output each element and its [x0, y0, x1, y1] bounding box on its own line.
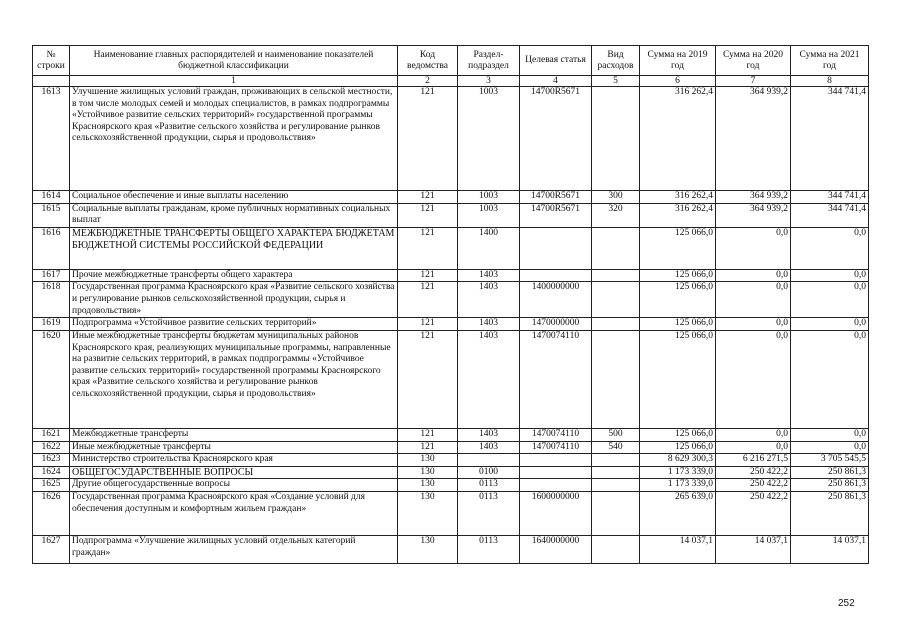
budget-table: [32, 45, 869, 564]
cell-expense-type: [592, 87, 640, 191]
header-section: Раздел-подраздел: [458, 46, 520, 76]
cell-expense-type: [592, 479, 640, 492]
cell-row-no: 1622: [33, 441, 70, 454]
cell-expense-type: [592, 454, 640, 467]
cell-sum-2019: 316 262,4: [640, 203, 716, 227]
cell-name: Прочие межбюджетные трансферты общего характера: [70, 269, 398, 282]
table-row: [33, 535, 869, 563]
table-row: [33, 330, 869, 428]
cell-row-no: 1615: [33, 203, 70, 227]
cell-sum-2019: 14 037,1: [640, 535, 716, 563]
cell-expense-type: 500: [592, 428, 640, 441]
cell-name: Государственная программа Красноярского края «Создание условий для обеспечения доступным и комфортным жильем граждан»: [70, 491, 398, 535]
column-number: 7: [716, 76, 791, 87]
cell-sum-2021: 0,0: [791, 428, 869, 441]
cell-dept: 121: [398, 269, 458, 282]
cell-sum-2021: 250 861,3: [791, 466, 869, 479]
table-row: [33, 491, 869, 535]
cell-row-no: 1620: [33, 330, 70, 428]
cell-sum-2020: 0,0: [716, 428, 791, 441]
cell-target: 1470074110: [520, 330, 592, 428]
cell-target: [520, 454, 592, 467]
cell-dept: 121: [398, 203, 458, 227]
cell-name: Межбюджетные трансферты: [70, 428, 398, 441]
cell-sum-2019: 316 262,4: [640, 191, 716, 204]
cell-target: 14700R5671: [520, 191, 592, 204]
cell-row-no: 1623: [33, 454, 70, 467]
cell-sum-2021: 250 861,3: [791, 491, 869, 535]
cell-row-no: 1613: [33, 87, 70, 191]
cell-sum-2021: 250 861,3: [791, 479, 869, 492]
cell-expense-type: [592, 318, 640, 331]
cell-row-no: 1627: [33, 535, 70, 563]
cell-sum-2021: 344 741,4: [791, 191, 869, 204]
cell-sum-2020: 364 939,2: [716, 87, 791, 191]
cell-target: 1640000000: [520, 535, 592, 563]
cell-dept: 130: [398, 491, 458, 535]
cell-row-no: 1614: [33, 191, 70, 204]
cell-dept: 121: [398, 441, 458, 454]
cell-sum-2019: 125 066,0: [640, 282, 716, 318]
cell-dept: 121: [398, 191, 458, 204]
cell-row-no: 1619: [33, 318, 70, 331]
table-row: [33, 479, 869, 492]
cell-row-no: 1621: [33, 428, 70, 441]
cell-dept: 121: [398, 282, 458, 318]
cell-section: 1400: [458, 227, 520, 269]
cell-dept: 121: [398, 318, 458, 331]
cell-sum-2020: 0,0: [716, 330, 791, 428]
table-row: [33, 441, 869, 454]
cell-expense-type: [592, 535, 640, 563]
cell-section: 1003: [458, 203, 520, 227]
cell-target: 14700R5671: [520, 87, 592, 191]
cell-sum-2019: 125 066,0: [640, 269, 716, 282]
cell-target: 1470074110: [520, 441, 592, 454]
cell-section: 1403: [458, 330, 520, 428]
column-number: 5: [592, 76, 640, 87]
column-number: 2: [398, 76, 458, 87]
cell-sum-2019: 125 066,0: [640, 330, 716, 428]
table-body: [33, 87, 869, 564]
cell-section: 1403: [458, 282, 520, 318]
table-row: [33, 428, 869, 441]
header-sum-2021: Сумма на 2021 год: [791, 46, 869, 76]
cell-target: 1470074110: [520, 428, 592, 441]
header-row-no: № строки: [33, 46, 70, 76]
cell-name: Иные межбюджетные трансферты бюджетам муниципальных районов Красноярского края, реализующих муниципальные программы, направленные на развитие сельских территорий, в рамках подпрограммы «Устойчивое развитие сельских территорий» государственной программы Красноярского края «Развитие сельского хозяйства и регулирование рынков сельскохозяйственной продукции, сырья и продовольствия»: [70, 330, 398, 428]
header-sum-2020: Сумма на 2020 год: [716, 46, 791, 76]
cell-section: 1003: [458, 87, 520, 191]
cell-name: Другие общегосударственные вопросы: [70, 479, 398, 492]
column-number: 8: [791, 76, 869, 87]
cell-sum-2019: 125 066,0: [640, 428, 716, 441]
cell-sum-2021: 14 037,1: [791, 535, 869, 563]
cell-target: 1470000000: [520, 318, 592, 331]
table-row: [33, 87, 869, 191]
cell-sum-2020: 14 037,1: [716, 535, 791, 563]
column-number: 6: [640, 76, 716, 87]
cell-target: [520, 227, 592, 269]
cell-dept: 130: [398, 479, 458, 492]
cell-section: 1403: [458, 441, 520, 454]
cell-sum-2019: 1 173 339,0: [640, 466, 716, 479]
table-row: [33, 191, 869, 204]
cell-name: Иные межбюджетные трансферты: [70, 441, 398, 454]
cell-expense-type: 300: [592, 191, 640, 204]
cell-dept: 121: [398, 330, 458, 428]
cell-sum-2020: 250 422,2: [716, 491, 791, 535]
cell-expense-type: [592, 466, 640, 479]
table-row: [33, 227, 869, 269]
cell-expense-type: 540: [592, 441, 640, 454]
column-number: [33, 76, 70, 87]
cell-expense-type: [592, 227, 640, 269]
cell-name: Социальное обеспечение и иные выплаты населению: [70, 191, 398, 204]
header-sum-2019: Сумма на 2019 год: [640, 46, 716, 76]
cell-section: 0113: [458, 479, 520, 492]
table-row: [33, 466, 869, 479]
cell-row-no: 1617: [33, 269, 70, 282]
cell-sum-2021: 344 741,4: [791, 203, 869, 227]
cell-target: [520, 466, 592, 479]
cell-sum-2019: 125 066,0: [640, 227, 716, 269]
cell-section: [458, 454, 520, 467]
cell-section: 1403: [458, 269, 520, 282]
cell-sum-2020: 250 422,2: [716, 466, 791, 479]
cell-row-no: 1618: [33, 282, 70, 318]
cell-name: Государственная программа Красноярского края «Развитие сельского хозяйства и регулирование рынков сельскохозяйственной продукции, сырья и продовольствия»: [70, 282, 398, 318]
cell-sum-2021: 0,0: [791, 227, 869, 269]
cell-name: Улучшение жилищных условий граждан, проживающих в сельской местности, в том числе молодых семей и молодых специалистов, в рамках подпрограммы «Устойчивое развитие сельских территорий» государственной программы Красноярского края «Развитие сельского хозяйства и регулирование рынков сельскохозяйственной продукции, сырья и продовольствия»: [70, 87, 398, 191]
column-number-row: [33, 76, 869, 87]
cell-target: [520, 479, 592, 492]
cell-dept: 130: [398, 535, 458, 563]
cell-sum-2021: 0,0: [791, 441, 869, 454]
table-row: [33, 318, 869, 331]
cell-name: Подпрограмма «Улучшение жилищных условий отдельных категорий граждан»: [70, 535, 398, 563]
cell-section: 0113: [458, 491, 520, 535]
cell-row-no: 1625: [33, 479, 70, 492]
cell-target: 14700R5671: [520, 203, 592, 227]
cell-sum-2020: 250 422,2: [716, 479, 791, 492]
cell-sum-2020: 0,0: [716, 282, 791, 318]
cell-sum-2019: 8 629 300,3: [640, 454, 716, 467]
cell-name: МЕЖБЮДЖЕТНЫЕ ТРАНСФЕРТЫ ОБЩЕГО ХАРАКТЕРА БЮДЖЕТАМ БЮДЖЕТНОЙ СИСТЕМЫ РОССИЙСКОЙ ФЕДЕРАЦИИ: [70, 227, 398, 269]
cell-target: 1600000000: [520, 491, 592, 535]
cell-expense-type: 320: [592, 203, 640, 227]
table-row: [33, 203, 869, 227]
cell-row-no: 1626: [33, 491, 70, 535]
cell-sum-2020: 0,0: [716, 441, 791, 454]
cell-expense-type: [592, 282, 640, 318]
cell-section: 0100: [458, 466, 520, 479]
cell-sum-2021: 3 705 545,5: [791, 454, 869, 467]
cell-sum-2020: 0,0: [716, 269, 791, 282]
table-row: [33, 282, 869, 318]
cell-section: 1003: [458, 191, 520, 204]
cell-sum-2019: 1 173 339,0: [640, 479, 716, 492]
cell-row-no: 1624: [33, 466, 70, 479]
cell-name: Министерство строительства Красноярского края: [70, 454, 398, 467]
cell-sum-2019: 125 066,0: [640, 318, 716, 331]
table-header-row: [33, 46, 869, 76]
column-number: 4: [520, 76, 592, 87]
cell-sum-2019: 265 639,0: [640, 491, 716, 535]
cell-sum-2019: 125 066,0: [640, 441, 716, 454]
cell-section: 1403: [458, 318, 520, 331]
cell-dept: 121: [398, 428, 458, 441]
header-target: Целевая статья: [520, 46, 592, 76]
cell-name: Социальные выплаты гражданам, кроме публичных нормативных социальных выплат: [70, 203, 398, 227]
cell-expense-type: [592, 330, 640, 428]
cell-dept: 130: [398, 454, 458, 467]
cell-name: ОБЩЕГОСУДАРСТВЕННЫЕ ВОПРОСЫ: [70, 466, 398, 479]
cell-sum-2020: 364 939,2: [716, 191, 791, 204]
column-number: 1: [70, 76, 398, 87]
column-number: 3: [458, 76, 520, 87]
cell-sum-2020: 0,0: [716, 227, 791, 269]
cell-row-no: 1616: [33, 227, 70, 269]
cell-sum-2021: 0,0: [791, 269, 869, 282]
header-expense-type: Вид расходов: [592, 46, 640, 76]
table-row: [33, 454, 869, 467]
page-number: 252: [838, 598, 855, 609]
cell-section: 0113: [458, 535, 520, 563]
cell-sum-2019: 316 262,4: [640, 87, 716, 191]
cell-sum-2021: 0,0: [791, 282, 869, 318]
cell-sum-2020: 0,0: [716, 318, 791, 331]
cell-dept: 130: [398, 466, 458, 479]
cell-sum-2020: 6 216 271,5: [716, 454, 791, 467]
cell-dept: 121: [398, 87, 458, 191]
cell-expense-type: [592, 491, 640, 535]
cell-sum-2020: 364 939,2: [716, 203, 791, 227]
cell-target: [520, 269, 592, 282]
cell-sum-2021: 0,0: [791, 318, 869, 331]
cell-expense-type: [592, 269, 640, 282]
cell-sum-2021: 0,0: [791, 330, 869, 428]
header-dept-code: Код ведомства: [398, 46, 458, 76]
table-row: [33, 269, 869, 282]
cell-sum-2021: 344 741,4: [791, 87, 869, 191]
header-name: Наименование главных распорядителей и наименование показателей бюджетной классификации: [70, 46, 398, 76]
cell-name: Подпрограмма «Устойчивое развитие сельских территорий»: [70, 318, 398, 331]
cell-dept: 121: [398, 227, 458, 269]
cell-target: 1400000000: [520, 282, 592, 318]
cell-section: 1403: [458, 428, 520, 441]
